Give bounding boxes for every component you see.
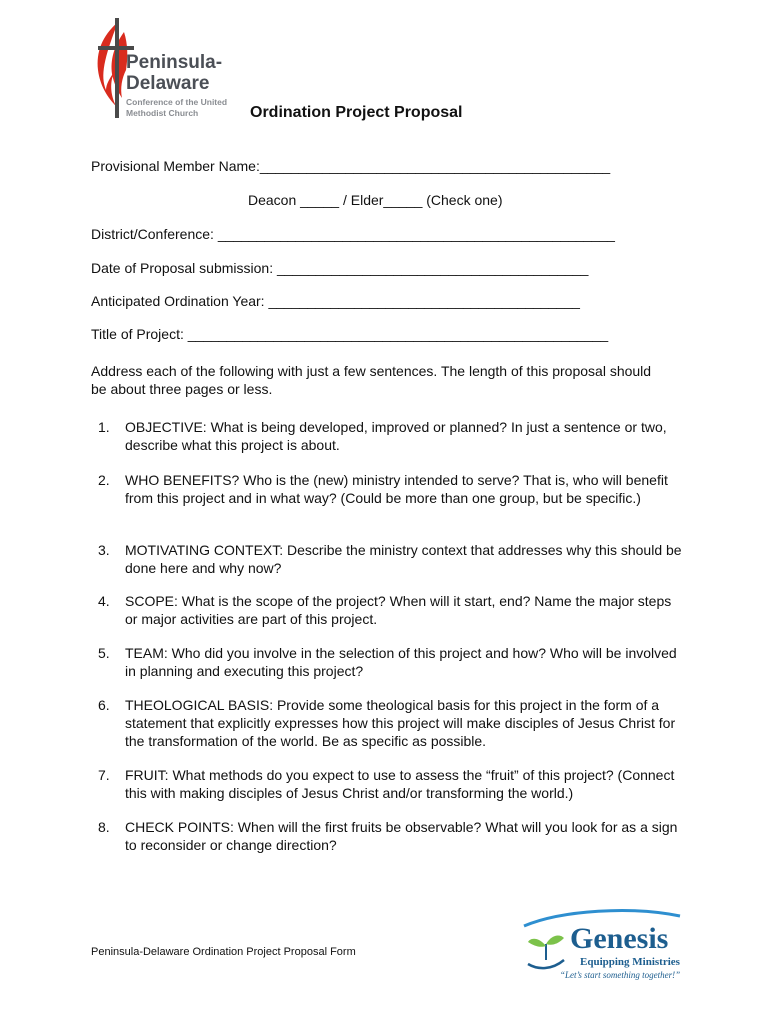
item-objective: OBJECTIVE: What is being developed, improved or planned? In just a sentence or two, describe what this project is about. (125, 419, 667, 453)
genesis-tagline: “Let’s start something together!” (560, 970, 681, 980)
item-number: 7. (98, 767, 110, 783)
peninsula-delaware-logo (88, 18, 238, 123)
member-name-field: Provisional Member Name:_____________________________________________ (91, 158, 611, 174)
genesis-logo (522, 908, 682, 988)
item-theological-basis: THEOLOGICAL BASIS: Provide some theological basis for this project in the form of a statement that explicitly expresses how this project will make disciples of Jesus Christ for the transformation of the world. Be as specific as possible. (125, 697, 676, 749)
genesis-name: Genesis (570, 922, 669, 955)
footer-text: Peninsula-Delaware Ordination Project Proposal Form (91, 946, 356, 958)
page-title: Ordination Project Proposal (250, 104, 463, 121)
logo-name-line1: Peninsula- (126, 52, 223, 73)
item-number: 3. (98, 542, 110, 558)
genesis-subtitle: Equipping Ministries (580, 956, 680, 968)
intro-paragraph: Address each of the following with just a few sentences. The length of this proposal should be about three pages or less. (91, 363, 652, 397)
item-scope: SCOPE: What is the scope of the project? When will it start, end? Name the major steps or major activities are part of this project. (125, 593, 672, 627)
item-number: 4. (98, 593, 110, 609)
item-number: 8. (98, 819, 110, 835)
district-field: District/Conference: ___________________________________________________ (91, 226, 615, 242)
item-team: TEAM: Who did you involve in the selection of this project and how? Who will be involved in planning and executing this project? (125, 645, 677, 679)
project-title-field: Title of Project: ______________________________________________________ (91, 326, 609, 342)
deacon-elder-field: Deacon _____ / Elder_____ (Check one) (248, 192, 503, 208)
item-who-benefits: WHO BENEFITS? Who is the (new) ministry intended to serve? That is, who will benefit from this project and in what way? (Could be more than one group, but be specific.) (125, 472, 668, 506)
logo-sub-line2: Methodist Church (126, 108, 199, 118)
item-number: 5. (98, 645, 110, 661)
item-fruit: FRUIT: What methods do you expect to use to assess the “fruit” of this project? (Connect this with making disciples of Jesus Christ and/or transforming the world.) (125, 767, 675, 801)
proposal-date-field: Date of Proposal submission: ________________________________________ (91, 260, 589, 276)
logo-name-line2: Delaware (126, 73, 210, 94)
sprout-hand-icon (524, 926, 568, 976)
item-number: 1. (98, 419, 110, 435)
item-check-points: CHECK POINTS: When will the first fruits be observable? What will you look for as a sign to reconsider or change direction? (125, 819, 678, 853)
item-number: 6. (98, 697, 110, 713)
ordination-year-field: Anticipated Ordination Year: ________________________________________ (91, 293, 580, 309)
item-number: 2. (98, 472, 110, 488)
logo-sub-line1: Conference of the United (126, 97, 228, 107)
item-motivating-context: MOTIVATING CONTEXT: Describe the ministry context that addresses why this should be done here and why now? (125, 542, 682, 576)
